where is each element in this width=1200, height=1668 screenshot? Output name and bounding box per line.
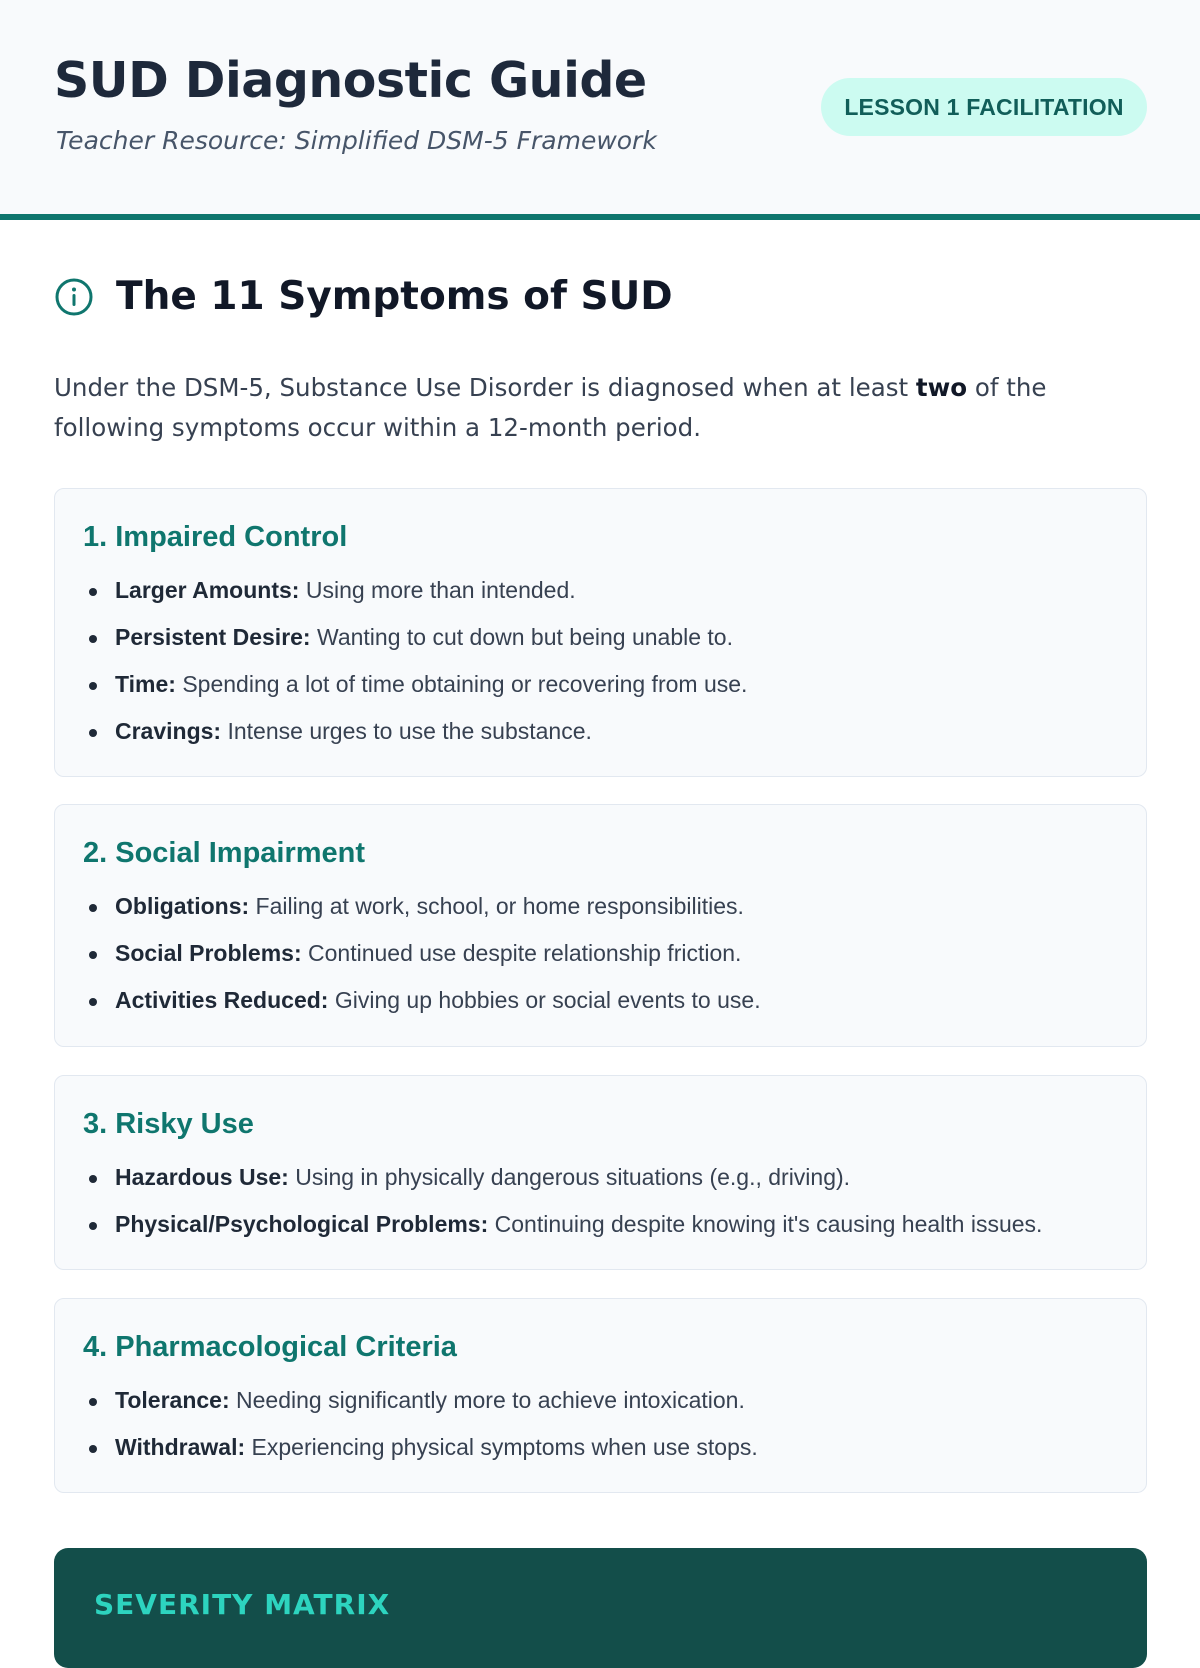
card-title: 4. Pharmacological Criteria xyxy=(83,1331,457,1363)
severity-title: SEVERITY MATRIX xyxy=(94,1588,391,1621)
page-title: SUD Diagnostic Guide xyxy=(54,52,647,109)
symptom-description: Wanting to cut down but being unable to. xyxy=(310,624,733,650)
symptom-term: Time: xyxy=(115,671,176,697)
severity-panel xyxy=(54,1548,1147,1668)
list-item xyxy=(89,1211,1042,1258)
symptom-description: Intense urges to use the substance. xyxy=(221,718,592,744)
symptom-term: Larger Amounts: xyxy=(115,577,300,603)
symptom-list xyxy=(89,1387,758,1481)
symptom-term: Obligations: xyxy=(115,893,250,919)
symptom-list xyxy=(89,577,747,765)
lesson-badge: LESSON 1 FACILITATION xyxy=(821,78,1147,136)
card-title: 3. Risky Use xyxy=(83,1108,254,1140)
symptom-term: Cravings: xyxy=(115,718,222,744)
list-item xyxy=(89,577,747,624)
symptom-description: Giving up hobbies or social events to use. xyxy=(328,987,761,1013)
symptom-card xyxy=(54,488,1147,777)
symptom-list xyxy=(89,893,761,1034)
symptom-card xyxy=(54,1298,1147,1493)
symptom-term: Persistent Desire: xyxy=(115,624,311,650)
symptom-description: Experiencing physical symptoms when use stops. xyxy=(245,1434,758,1460)
list-item xyxy=(89,671,747,718)
section-heading xyxy=(54,274,673,319)
symptom-description: Continuing despite knowing it's causing health issues. xyxy=(488,1211,1043,1237)
symptom-term: Activities Reduced: xyxy=(115,987,329,1013)
section-title: The 11 Symptoms of SUD xyxy=(116,274,673,319)
list-item xyxy=(89,718,747,765)
symptom-term: Social Problems: xyxy=(115,940,302,966)
symptom-term: Tolerance: xyxy=(115,1387,230,1413)
symptom-description: Spending a lot of time obtaining or recovering from use. xyxy=(175,671,748,697)
symptom-description: Failing at work, school, or home responsibilities. xyxy=(249,893,744,919)
list-item xyxy=(89,1434,758,1481)
symptom-description: Needing significantly more to achieve intoxication. xyxy=(229,1387,745,1413)
symptom-term: Withdrawal: xyxy=(115,1434,246,1460)
page-header xyxy=(0,0,1200,220)
symptom-description: Using more than intended. xyxy=(299,577,576,603)
symptom-list xyxy=(89,1164,1042,1258)
page-subtitle: Teacher Resource: Simplified DSM-5 Framework xyxy=(56,126,657,155)
symptom-description: Using in physically dangerous situations (e.g., driving). xyxy=(288,1164,851,1190)
symptom-card xyxy=(54,1075,1147,1270)
symptom-term: Physical/Psychological Problems: xyxy=(115,1211,489,1237)
intro-emphasis: two xyxy=(915,373,968,402)
list-item xyxy=(89,1164,1042,1211)
card-title: 1. Impaired Control xyxy=(83,521,348,553)
list-item xyxy=(89,940,761,987)
symptom-term: Hazardous Use: xyxy=(115,1164,289,1190)
info-icon xyxy=(54,277,94,317)
list-item xyxy=(89,1387,758,1434)
symptom-card xyxy=(54,804,1147,1047)
list-item xyxy=(89,987,761,1034)
card-title: 2. Social Impairment xyxy=(83,837,366,869)
intro-text-end: of the following symptoms occur within a 12-month period. xyxy=(54,373,1047,442)
symptom-description: Continued use despite relationship friction. xyxy=(301,940,742,966)
list-item xyxy=(89,624,747,671)
intro-text-start: Under the DSM-5, Substance Use Disorder is diagnosed when at least xyxy=(54,373,916,402)
list-item xyxy=(89,893,761,940)
intro-paragraph xyxy=(54,368,1154,448)
